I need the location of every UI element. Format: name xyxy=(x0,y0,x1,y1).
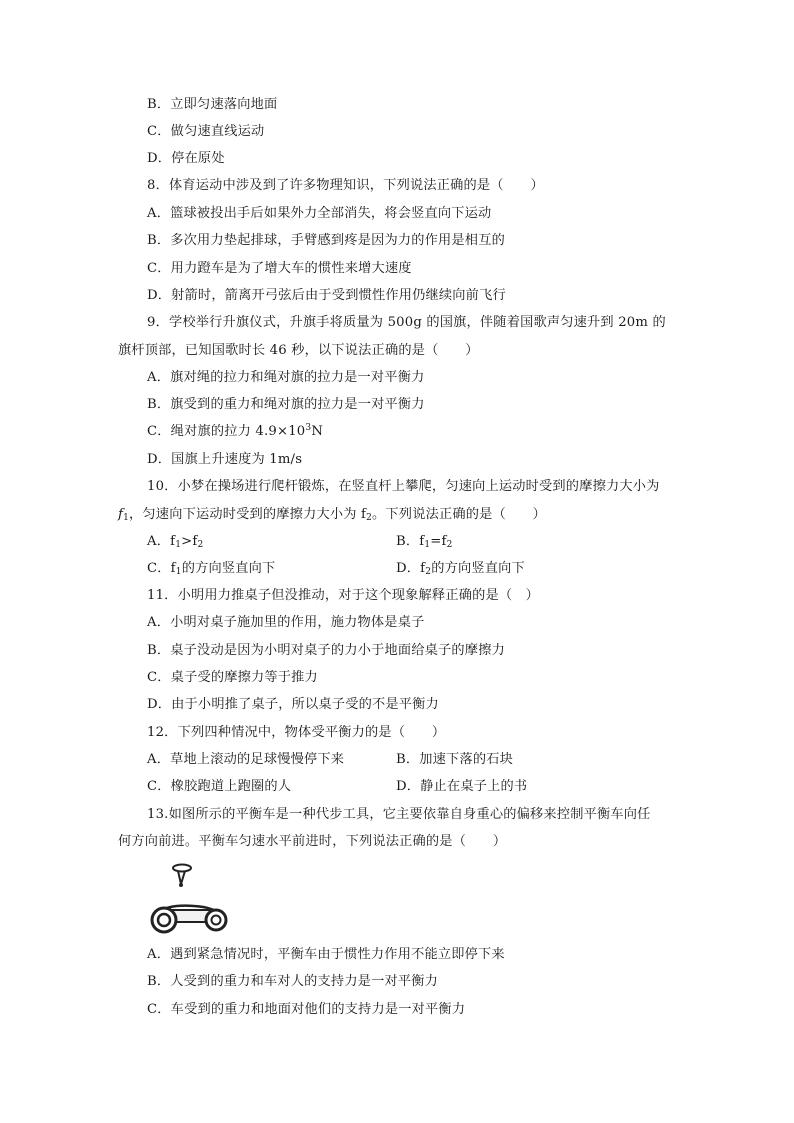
question-8-stem: 8．体育运动中涉及到了许多物理知识，下列说法正确的是（ ） xyxy=(147,178,544,193)
question-10-stem-line1: 10．小梦在操场进行爬杆锻炼，在竖直杆上攀爬，匀速向上运动时受到的摩擦力大小为 xyxy=(147,479,660,494)
question-9-stem-line1: 9．学校举行升旗仪式，升旗手将质量为 500g 的国旗，伴随着国歌声匀速升到 20m 的 xyxy=(147,315,666,330)
question-9-stem-line2: 旗杆顶部，已知国歌时长 46 秒，以下说法正确的是（ ） xyxy=(118,343,479,358)
question-13-option-b: B．人受到的重力和车对人的支持力是一对平衡力 xyxy=(147,974,439,989)
question-13-option-c: C．车受到的重力和地面对他们的支持力是一对平衡力 xyxy=(147,1002,466,1017)
question-13-stem-line2: 何方向前进。平衡车匀速水平前进时，下列说法正确的是（ ） xyxy=(118,834,507,849)
question-10-option-d: D．$f_2$的方向竖直向下 xyxy=(396,561,525,577)
option-d-text: D．停在原处 xyxy=(147,151,225,166)
option-b-text: B．立即匀速落向地面 xyxy=(147,97,278,112)
question-9-option-b: B．旗受到的重力和绳对旗的拉力是一对平衡力 xyxy=(147,397,425,412)
question-10-option-a: A．$f_1>f_2$ xyxy=(147,534,204,550)
question-10-option-c: C．$f_1$的方向竖直向下 xyxy=(147,561,276,577)
question-8-option-b: B．多次用力垫起排球，手臂感到疼是因为力的作用是相互的 xyxy=(147,233,505,248)
question-11-option-b: B．桌子没动是因为小明对桌子的力小于地面给桌子的摩擦力 xyxy=(147,643,505,658)
question-8-option-d: D．射箭时，箭离开弓弦后由于受到惯性作用仍继续向前飞行 xyxy=(147,288,506,303)
question-13-stem-line1: 13.如图所示的平衡车是一种代步工具，它主要依靠自身重心的偏移来控制平衡车向任 xyxy=(147,807,651,822)
question-9-option-a: A．旗对绳的拉力和绳对旗的拉力是一对平衡力 xyxy=(147,370,425,385)
option-c-text: C．做匀速直线运动 xyxy=(147,124,265,139)
question-11-option-c: C．桌子受的摩擦力等于推力 xyxy=(147,670,318,685)
question-11-option-a: A．小明对桌子施加里的作用，施力物体是桌子 xyxy=(147,615,425,630)
balance-scooter-icon xyxy=(150,860,230,940)
question-10-option-b: B．$f_1=f_2$ xyxy=(396,534,453,550)
question-12-option-c: C．橡胶跑道上跑圈的人 xyxy=(147,779,292,794)
question-10-stem-line2: $f_1$，匀速向下运动时受到的摩擦力大小为 $f_2$。下列说法正确的是（ ） xyxy=(118,507,547,523)
question-11-option-d: D．由于小明推了桌子，所以桌子受的不是平衡力 xyxy=(147,697,439,712)
question-13-option-a: A．遇到紧急情况时，平衡车由于惯性力作用不能立即停下来 xyxy=(147,947,505,962)
question-11-stem: 11．小明用力推桌子但没推动，对于这个现象解释正确的是（ ） xyxy=(147,588,540,603)
question-8-option-a: A．篮球被投出手后如果外力全部消失，将会竖直向下运动 xyxy=(147,206,492,221)
question-12-stem: 12．下列四种情况中，物体受平衡力的是（ ） xyxy=(147,725,446,740)
question-9-option-c: C．绳对旗的拉力 $4.9\times 10^3N$ xyxy=(147,423,324,439)
question-12-option-b: B．加速下落的石块 xyxy=(396,752,513,767)
question-12-option-d: D．静止在桌子上的书 xyxy=(396,779,528,794)
question-12-option-a: A．草地上滚动的足球慢慢停下来 xyxy=(147,752,345,767)
question-9-option-d: D．国旗上升速度为 1m/s xyxy=(147,452,303,467)
question-8-option-c: C．用力蹬车是为了增大车的惯性来增大速度 xyxy=(147,261,412,276)
